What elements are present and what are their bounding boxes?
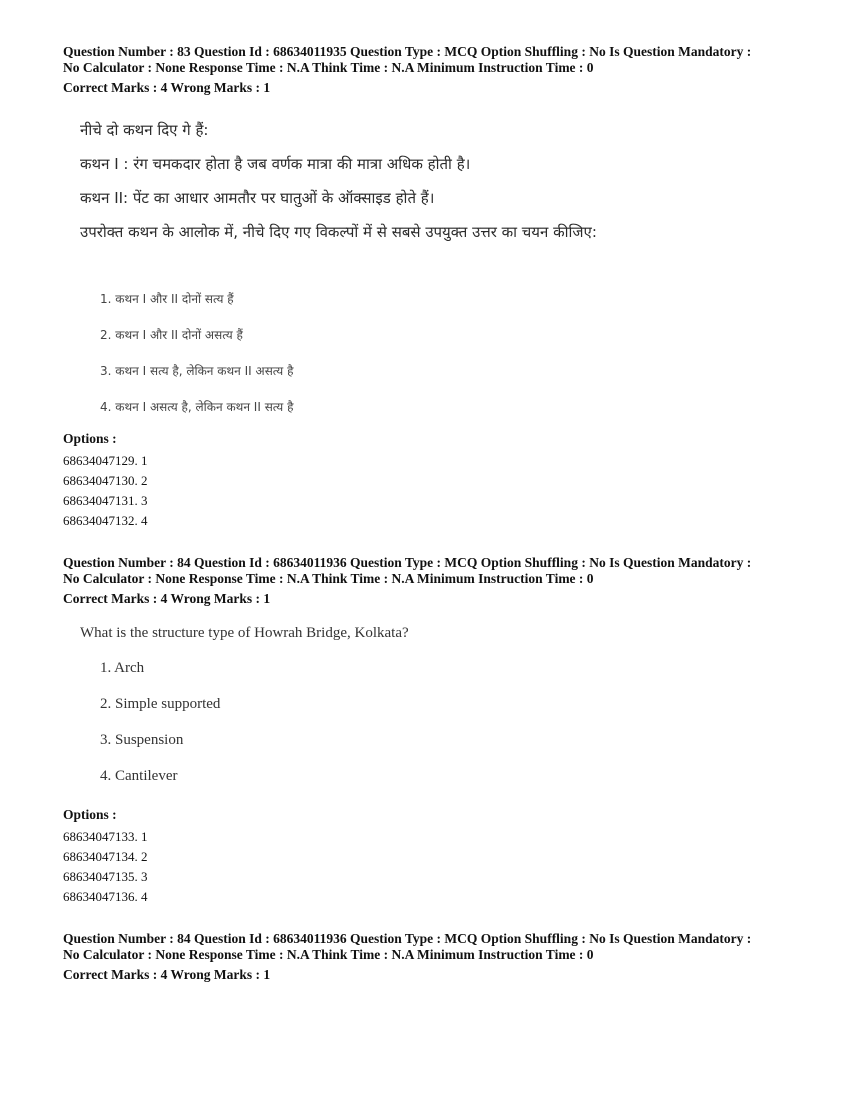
- q84-choice: 2. Simple supported: [100, 696, 221, 712]
- q83-options: [63, 431, 823, 531]
- q83-meta-line1: Question Number : 83 Question Id : 68634011935 Question Type : MCQ Option Shuffling : No Is Question Mandatory :: [63, 44, 752, 59]
- q83-statement-2: कथन II: पेंट का आधार आमतौर पर घातुओं के ऑक्साइड होते हैं।: [80, 189, 435, 207]
- q84-header: [63, 555, 823, 607]
- q84-marks: Correct Marks : 4 Wrong Marks : 1: [63, 591, 271, 606]
- q84b-header: [63, 931, 823, 983]
- q83-marks: Correct Marks : 4 Wrong Marks : 1: [63, 80, 271, 95]
- q84-choice: 1. Arch: [100, 660, 145, 676]
- q83-options-label: Options :: [63, 431, 117, 446]
- q84-option-id: 68634047136. 4: [63, 889, 148, 904]
- q83-meta-line2: No Calculator : None Response Time : N.A Think Time : N.A Minimum Instruction Time : 0: [63, 60, 594, 75]
- q83-option-id: 68634047132. 4: [63, 513, 148, 528]
- q84b-marks: Correct Marks : 4 Wrong Marks : 1: [63, 967, 271, 982]
- q83-header: [63, 44, 823, 96]
- q83-option-id: 68634047131. 3: [63, 493, 148, 508]
- q83-choice: 1. कथन I और II दोनों सत्य हैं: [100, 292, 234, 306]
- q83-choice: 4. कथन I असत्य है, लेकिन कथन II सत्य है: [100, 400, 294, 414]
- q83-statement-1: कथन I : रंग चमकदार होता है जब वर्णक मात्रा की मात्रा अधिक होती है।: [80, 155, 471, 173]
- q84-meta-line2: No Calculator : None Response Time : N.A Think Time : N.A Minimum Instruction Time : 0: [63, 571, 594, 586]
- q84-option-id: 68634047135. 3: [63, 869, 148, 884]
- q84-choice: 4. Cantilever: [100, 768, 178, 784]
- q84b-meta-line2: No Calculator : None Response Time : N.A Think Time : N.A Minimum Instruction Time : 0: [63, 947, 594, 962]
- q84-choice: 3. Suspension: [100, 732, 184, 748]
- q84-option-id: 68634047134. 2: [63, 849, 148, 864]
- q83-question-image: [80, 120, 597, 256]
- q84-option-id: 68634047133. 1: [63, 829, 148, 844]
- q83-option-id: 68634047129. 1: [63, 453, 148, 468]
- q84-options-label: Options :: [63, 807, 117, 822]
- q84-meta-line1: Question Number : 84 Question Id : 68634011936 Question Type : MCQ Option Shuffling : No Is Question Mandatory :: [63, 555, 752, 570]
- q83-choice: 3. कथन I सत्य है, लेकिन कथन II असत्य है: [100, 364, 294, 378]
- q83-instruction: उपरोक्त कथन के आलोक में, नीचे दिए गए विकल्पों में से सबसे उपयुक्त उत्तर का चयन कीजिए:: [80, 223, 597, 241]
- q83-choices: [100, 290, 293, 434]
- q84-stem: What is the structure type of Howrah Bridge, Kolkata?: [80, 625, 409, 641]
- q84-question-image: [80, 625, 409, 804]
- q84-options: [63, 807, 823, 907]
- q83-intro: नीचे दो कथन दिए गे हैं:: [80, 121, 209, 139]
- q83-option-id: 68634047130. 2: [63, 473, 148, 488]
- q83-choice: 2. कथन I और II दोनों असत्य हैं: [100, 328, 243, 342]
- q84b-meta-line1: Question Number : 84 Question Id : 68634011936 Question Type : MCQ Option Shuffling : No Is Question Mandatory :: [63, 931, 752, 946]
